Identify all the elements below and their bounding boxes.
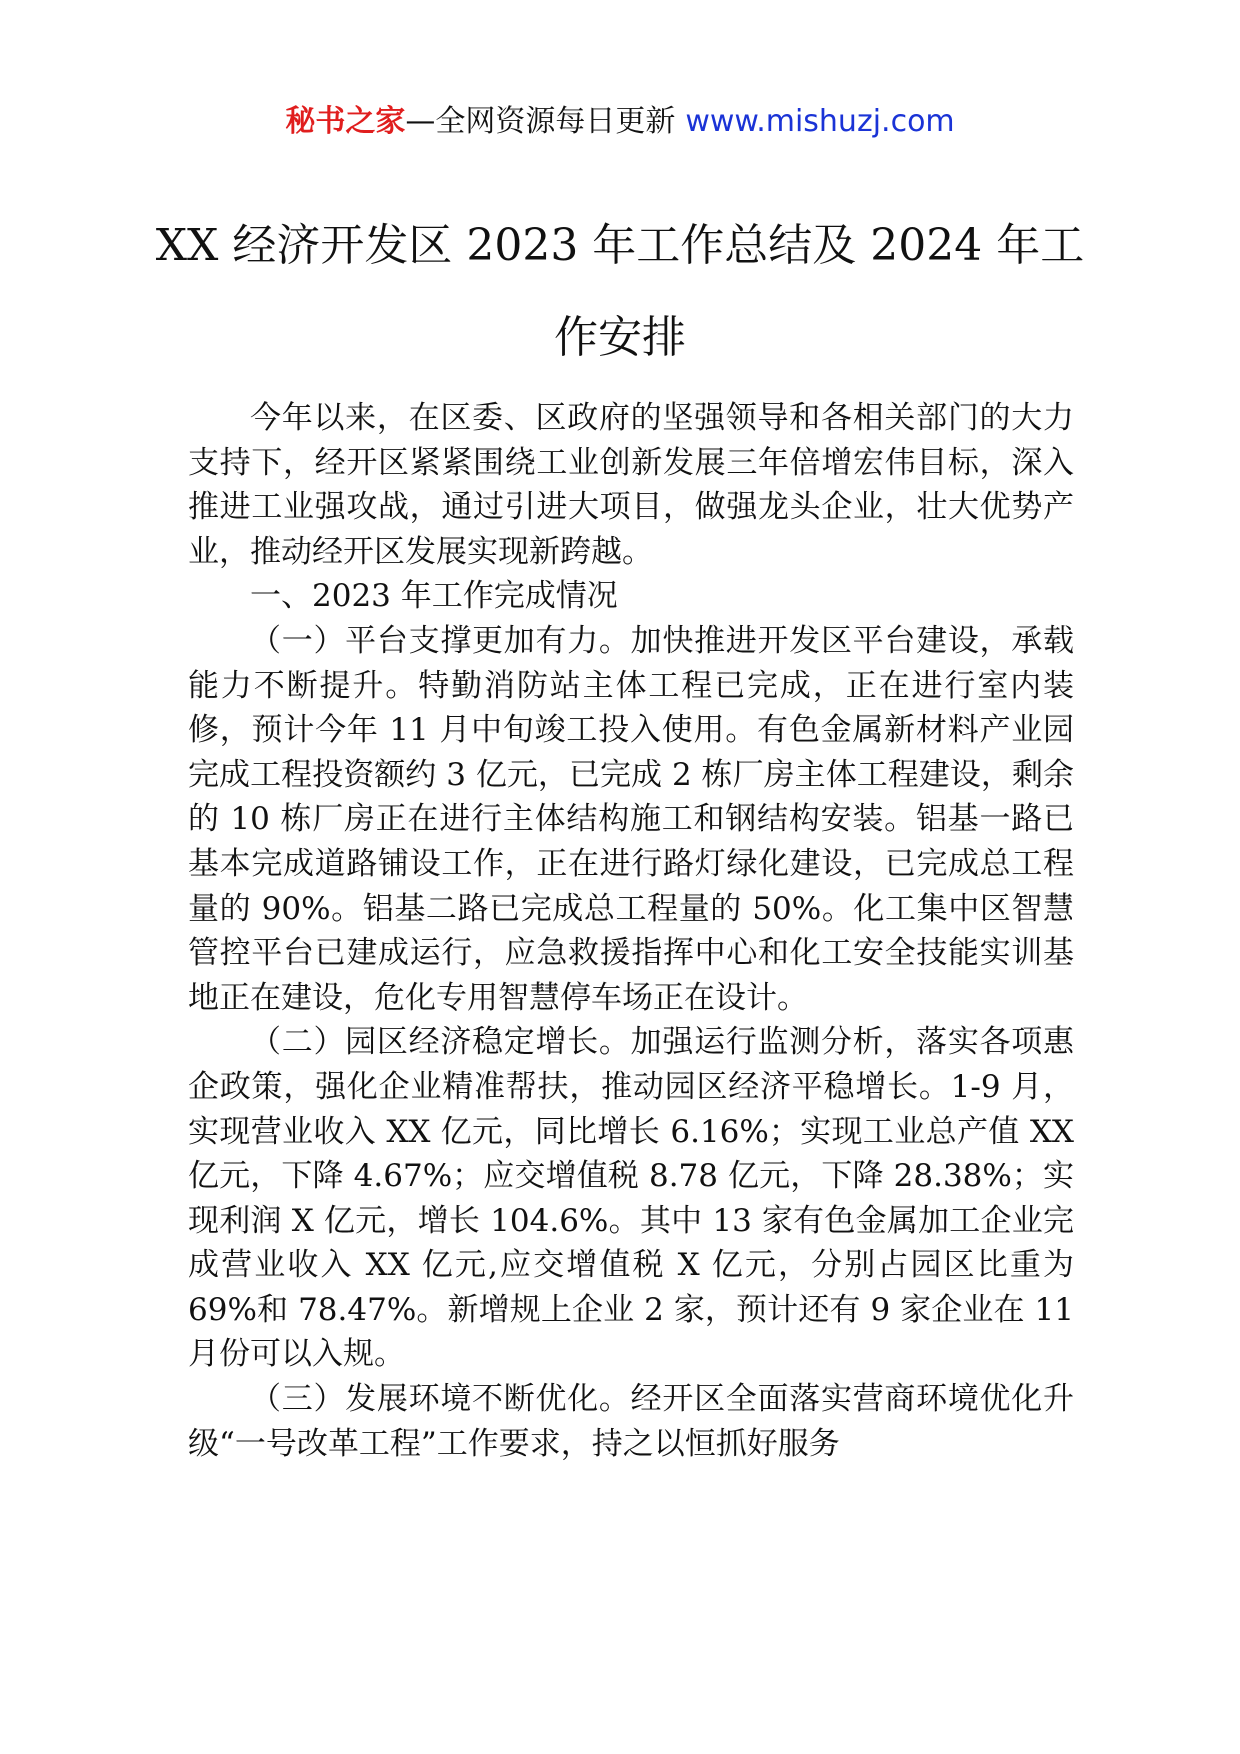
body-paragraph: （三）发展环境不断优化。经开区全面落实营商环境优化升级“一号改革工程”工作要求，持之以恒抓好服务 xyxy=(188,1381,1074,1462)
body-paragraph: （二）园区经济稳定增长。加强运行监测分析，落实各项惠企政策，强化企业精准帮扶，推动园区经济平稳增长。1-9 月，实现营业收入 XX 亿元，同比增长 6.16%；实现工业总产值 XX 亿元，下降 4.67%；应交增值税 8.78 亿元，下降 28.38%；实现利润 X 亿元，增长 104.6%。其中 13 家有色金属加工企业完成营业收入 XX 亿元,应交增值税 X 亿元，分别占园区比重为 69%和 78.47%。新增规上企业 2 家，预计还有 9 家企业在 11 月份可以入规。 xyxy=(188,1024,1074,1373)
intro-paragraph: 今年以来，在区委、区政府的坚强领导和各相关部门的大力支持下，经开区紧紧围绕工业创新发展三年倍增宏伟目标，深入推进工业强攻战，通过引进大项目，做强龙头企业，壮大优势产业，推动经开区发展实现新跨越。 xyxy=(188,400,1074,570)
site-header xyxy=(0,100,1240,144)
document-body xyxy=(188,396,1074,1466)
body-paragraph: （一）平台支撑更加有力。加快推进开发区平台建设，承载能力不断提升。特勤消防站主体工程已完成，正在进行室内装修，预计今年 11 月中旬竣工投入使用。有色金属新材料产业园完成工程投资额约 3 亿元，已完成 2 栋厂房主体工程建设，剩余的 10 栋厂房正在进行主体结构施工和钢结构安装。铝基一路已基本完成道路铺设工作，正在进行路灯绿化建设，已完成总工程量的 90%。铝基二路已完成总工程量的 50%。化工集中区智慧管控平台已建成运行，应急救援指挥中心和化工安全技能实训基地正在建设，危化专用智慧停车场正在设计。 xyxy=(188,622,1074,1016)
document-title: XX 经济开发区 2023 年工作总结及 2024 年工作安排 xyxy=(155,220,1085,363)
header-tagline: —全网资源每日更新 xyxy=(405,104,676,139)
section-heading: 一、2023 年工作完成情况 xyxy=(250,578,618,615)
site-url-link[interactable]: www.mishuzj.com xyxy=(685,104,955,139)
brand-name: 秘书之家 xyxy=(285,104,406,139)
